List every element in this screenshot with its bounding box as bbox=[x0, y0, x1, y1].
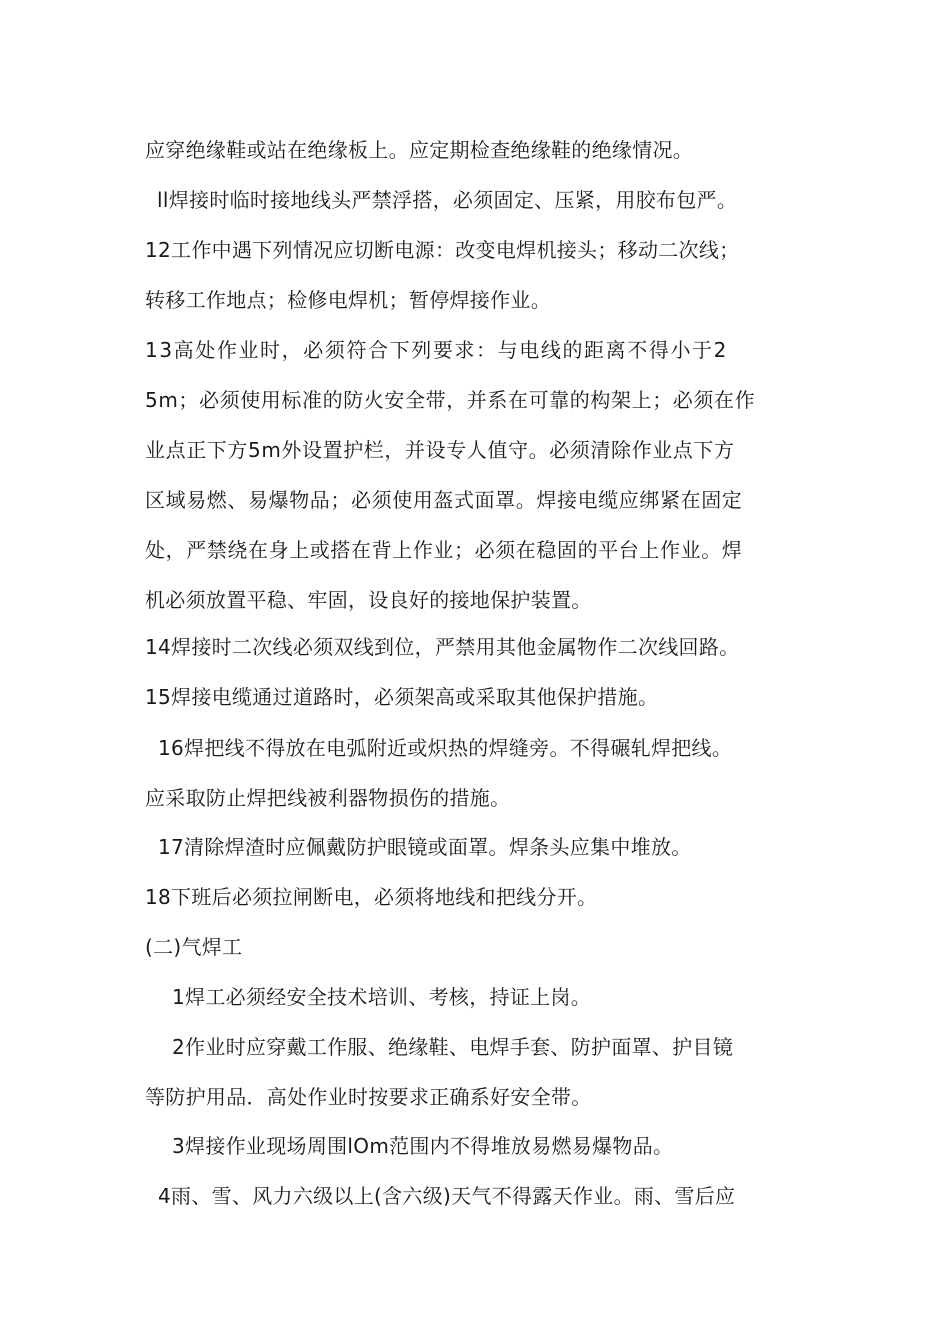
text-line: 机必须放置平稳、牢固，设良好的接地保护装置。 bbox=[145, 588, 592, 612]
text-line: 18下班后必须拉闸断电，必须将地线和把线分开。 bbox=[145, 885, 598, 909]
text-line: 3焊接作业现场周围lOm范围内不得堆放易燃易爆物品。 bbox=[172, 1134, 674, 1158]
text-line: 等防护用品．高处作业时按要求正确系好安全带。 bbox=[145, 1085, 592, 1109]
text-line: 转移工作地点；检修电焊机；暂停焊接作业。 bbox=[145, 288, 551, 312]
section-heading: (二)气焊工 bbox=[145, 935, 243, 959]
text-line: 17清除焊渣时应佩戴防护眼镜或面罩。焊条头应集中堆放。 bbox=[158, 835, 692, 859]
text-line: 5m；必须使用标准的防火安全带，并系在可靠的构架上；必须在作 bbox=[145, 388, 756, 412]
text-line: 4雨、雪、风力六级以上(含六级)天气不得露天作业。雨、雪后应 bbox=[158, 1184, 736, 1208]
text-line: 13高处作业时，必须符合下列要求：与电线的距离不得小于2 bbox=[145, 338, 728, 362]
text-line: 应穿绝缘鞋或站在绝缘板上。应定期检查绝缘鞋的绝缘情况。 bbox=[145, 138, 694, 162]
text-line: 业点正下方5m外设置护栏，并设专人值守。必须清除作业点下方 bbox=[145, 438, 735, 462]
text-line: 2作业时应穿戴工作服、绝缘鞋、电焊手套、防护面罩、护目镜 bbox=[172, 1035, 734, 1059]
text-line: 应采取防止焊把线被利器物损伤的措施。 bbox=[145, 786, 511, 810]
text-line: ll焊接时临时接地线头严禁浮搭，必须固定、压紧，用胶布包严。 bbox=[157, 188, 738, 212]
text-line: 1焊工必须经安全技术培训、考核，持证上岗。 bbox=[172, 985, 592, 1009]
text-line: 区域易燃、易爆物品；必须使用盔式面罩。焊接电缆应绑紧在固定 bbox=[145, 488, 743, 512]
text-line: 处，严禁绕在身上或搭在背上作业；必须在稳固的平台上作业。焊 bbox=[145, 538, 743, 562]
text-line: 16焊把线不得放在电弧附近或炽热的焊缝旁。不得碾轧焊把线。 bbox=[158, 736, 733, 760]
text-line: 12工作中遇下列情况应切断电源：改变电焊机接头；移动二次线； bbox=[145, 238, 740, 262]
text-line: 14焊接时二次线必须双线到位，严禁用其他金属物作二次线回路。 bbox=[145, 635, 740, 659]
text-line: 15焊接电缆通过道路时，必须架高或采取其他保护措施。 bbox=[145, 685, 659, 709]
